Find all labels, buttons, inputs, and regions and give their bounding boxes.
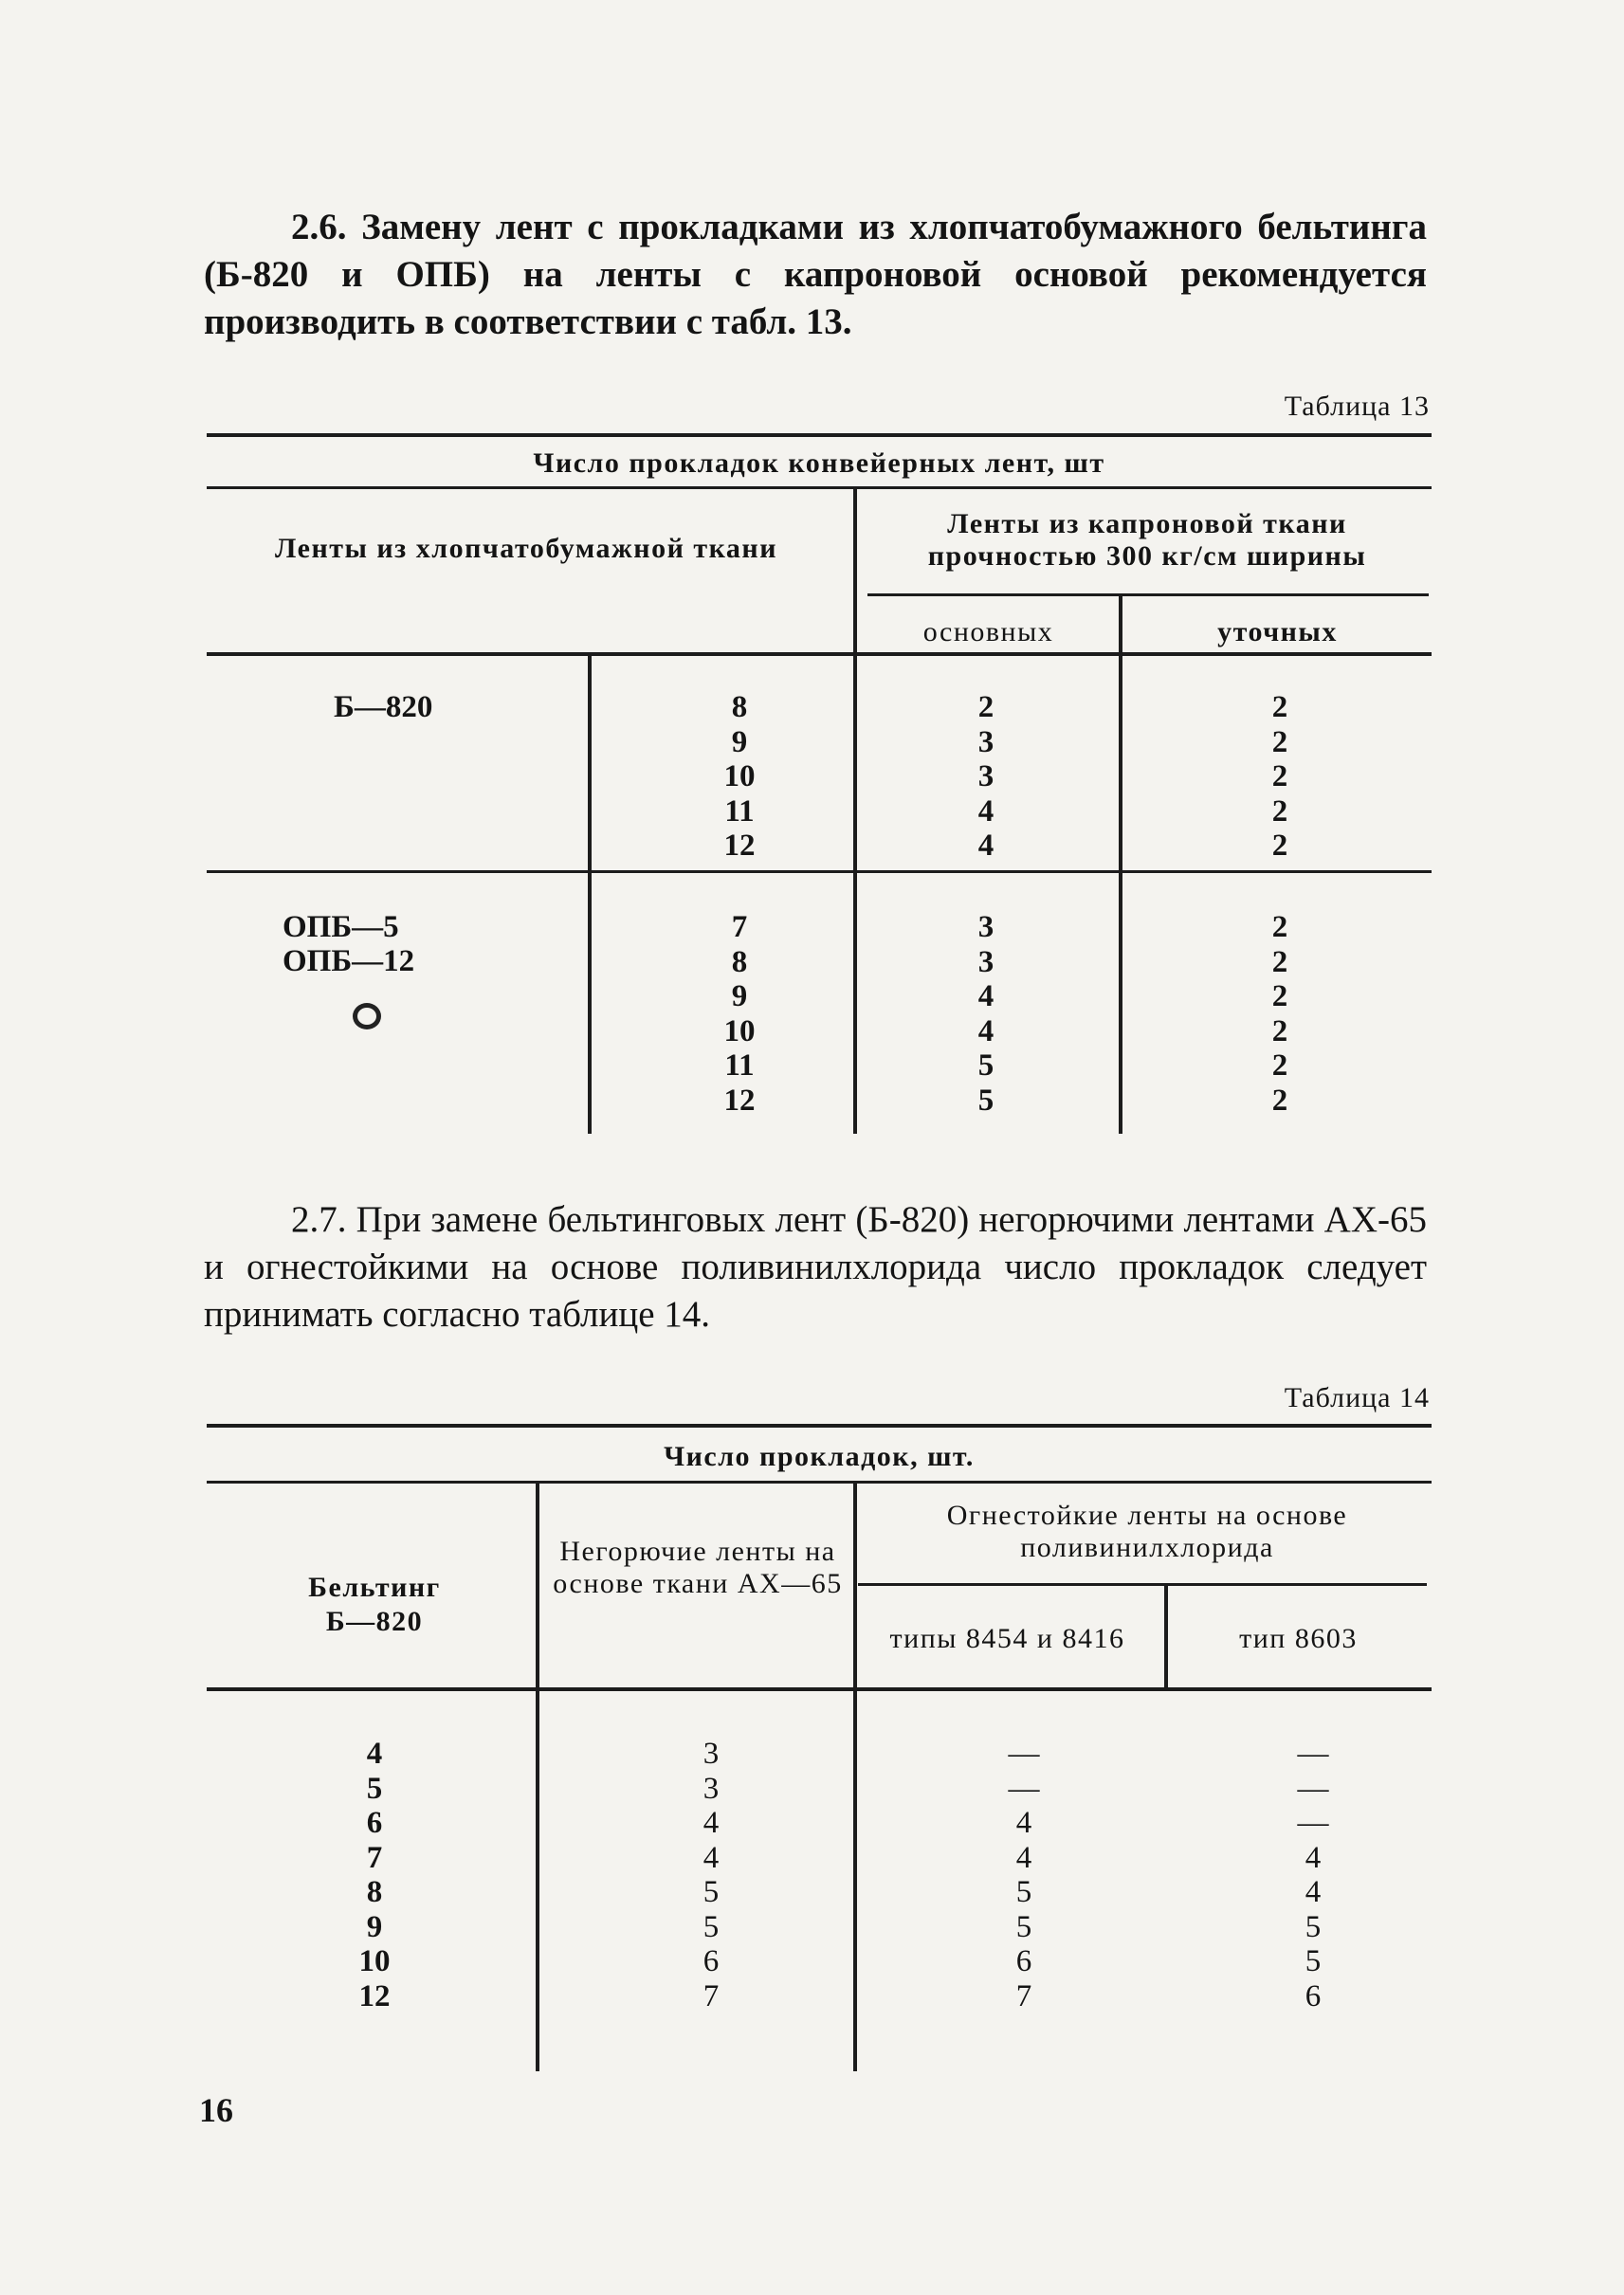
table14-divider-1 [536, 1484, 539, 2071]
paragraph-2-7-text: 2.7. При замене бельтинговых лент (Б-820) негорючими лентами АХ-65 и огнестойкими на основе поливинилхлорида число прокладок следует принимать согласно таблице 14. [204, 1199, 1427, 1335]
page-number: 16 [199, 2091, 233, 2129]
table13-divider-label [588, 656, 592, 1134]
table13-cell: 12 [723, 829, 756, 863]
table14-cell: 3 [703, 1771, 720, 1806]
table13-top-rule [207, 433, 1432, 437]
table13-caption: Таблица 13 [1284, 391, 1430, 422]
table13-group2-label2: ОПБ—12 [283, 944, 415, 978]
table13-cell: 2 [1271, 759, 1288, 793]
table13-cell: 4 [977, 979, 994, 1013]
table13-cell: 4 [977, 829, 994, 863]
table14-pvc-b-col [1275, 1737, 1351, 2013]
table13-cell: 2 [1271, 944, 1288, 979]
table13-group1-label: Б—820 [334, 690, 433, 724]
table14-title: Число прокладок, шт. [664, 1441, 975, 1472]
table13-cell: 3 [977, 910, 994, 944]
paragraph-2-6 [204, 204, 1427, 346]
table13-group1-weft [1242, 690, 1318, 864]
table14-belting-col [337, 1737, 412, 2013]
table14-col3-header: Огнестойкие ленты на основе поливинилхлорида [946, 1500, 1348, 1563]
table13-divider-main [853, 489, 857, 1134]
table13-cell: 2 [1271, 910, 1288, 944]
table14-caption: Таблица 14 [1284, 1382, 1430, 1413]
table13-cell: 2 [1271, 793, 1288, 829]
table13-cell: 8 [731, 690, 748, 724]
table13-cell: 8 [731, 944, 748, 979]
table13-sub-main: основных [922, 616, 1054, 647]
table13-group2-weft [1242, 910, 1318, 1118]
table13-cell: 10 [723, 759, 756, 793]
table14-pvc-a-col [986, 1737, 1062, 2013]
table14-cell: 4 [1305, 1875, 1322, 1909]
table14-sub-b: тип 8603 [1239, 1623, 1358, 1654]
table13-cell: 2 [977, 690, 994, 724]
table13-cell: 11 [724, 793, 755, 829]
table14-cell: 5 [1015, 1909, 1032, 1944]
table14-cell: 12 [358, 1978, 391, 2013]
table13-cell: 5 [977, 1083, 994, 1118]
table14-ax65-col [673, 1737, 749, 2013]
table13-group1-counts [702, 690, 777, 864]
paragraph-2-7 [204, 1196, 1427, 1339]
table14-cell: — [1297, 1771, 1329, 1806]
table13-cell: 3 [977, 944, 994, 979]
table14-cell: 7 [703, 1978, 720, 2013]
table13-cell: 2 [1271, 1083, 1288, 1118]
table14-cell: 4 [703, 1806, 720, 1840]
table13-divider-sub [1119, 595, 1122, 1134]
table14-cell: 5 [703, 1909, 720, 1944]
table14-sub-a: типы 8454 и 8416 [889, 1623, 1125, 1654]
table13-group2-main [948, 910, 1024, 1118]
table14-cell: — [1297, 1737, 1329, 1771]
table13-cell: 2 [1271, 690, 1288, 724]
table13-cell: 3 [977, 724, 994, 759]
table13-group2-label: ОПБ—5 [283, 910, 399, 944]
ink-smudge [353, 1003, 381, 1029]
table13-title-rule [207, 486, 1432, 489]
table14-cell: 5 [1305, 1909, 1322, 1944]
paragraph-2-6-text: 2.6. Замену лент с прокладками из хлопчатобумажного бельтинга (Б-820 и ОПБ) на ленты с капроновой основой рекомендуется производить в соответствии с табл. 13. [204, 207, 1427, 342]
table13-cell: 2 [1271, 1013, 1288, 1048]
table13-cell: 12 [723, 1083, 756, 1118]
table13-header-rule [207, 652, 1432, 656]
table13-left-header: Ленты из хлопчатобумажной ткани [274, 533, 777, 564]
table13-cell: 9 [731, 724, 748, 759]
table13-group-rule [207, 870, 1432, 873]
table13-cell: 3 [977, 759, 994, 793]
table14-col2-header: Негорючие ленты на основе ткани АХ—65 [553, 1536, 843, 1599]
table14-cell: — [1297, 1806, 1329, 1840]
table14-cell: 4 [703, 1840, 720, 1875]
table13-cell: 7 [731, 910, 748, 944]
table14-cell: 8 [366, 1875, 383, 1909]
table14-cell: 5 [1305, 1944, 1322, 1978]
table14-cell: 6 [703, 1944, 720, 1978]
table13-cell: 2 [1271, 724, 1288, 759]
table13-cell: 10 [723, 1013, 756, 1048]
table13-cell: 2 [1271, 979, 1288, 1013]
table14-sub-rule [858, 1583, 1427, 1586]
table14-cell: 5 [1015, 1875, 1032, 1909]
table14-cell: — [1008, 1771, 1040, 1806]
table14-cell: 4 [1305, 1840, 1322, 1875]
table13-cell: 9 [731, 979, 748, 1013]
table13-group1-main [948, 690, 1024, 864]
table13-cell: 11 [724, 1048, 755, 1083]
table14-title-rule [207, 1481, 1432, 1484]
table14-cell: 4 [366, 1737, 383, 1771]
table13-group2-counts [702, 910, 777, 1118]
table14-top-rule [207, 1424, 1432, 1428]
table14-cell: 4 [1015, 1840, 1032, 1875]
table13-title: Число прокладок конвейерных лент, шт [533, 447, 1105, 479]
table14-header-rule [207, 1687, 1432, 1691]
table13-cell: 2 [1271, 829, 1288, 863]
table14-cell: 5 [366, 1771, 383, 1806]
table13-right-header: Ленты из капроновой ткани прочностью 300 кг/см ширины [927, 508, 1367, 572]
table14-cell: 10 [358, 1944, 391, 1978]
table13-cell: 2 [1271, 1048, 1288, 1083]
table13-sub-weft: уточных [1217, 616, 1338, 647]
table14-cell: 7 [1015, 1978, 1032, 2013]
table14-cell: 4 [1015, 1806, 1032, 1840]
table14-col1-header-1: Бельтинг [308, 1572, 441, 1603]
table14-col1-header-2: Б—820 [325, 1606, 424, 1637]
table13-sub-rule [867, 593, 1429, 596]
table14-cell: 6 [1015, 1944, 1032, 1978]
table14-cell: 6 [1305, 1978, 1322, 2013]
table14-cell: 9 [366, 1909, 383, 1944]
table13-cell: 5 [977, 1048, 994, 1083]
table14-cell: 5 [703, 1875, 720, 1909]
table13-cell: 4 [977, 1013, 994, 1048]
table14-cell: 7 [366, 1840, 383, 1875]
table14-cell: 3 [703, 1737, 720, 1771]
table13-cell: 4 [977, 793, 994, 829]
table14-divider-2 [853, 1484, 857, 2071]
table14-cell: 6 [366, 1806, 383, 1840]
table14-cell: — [1008, 1737, 1040, 1771]
